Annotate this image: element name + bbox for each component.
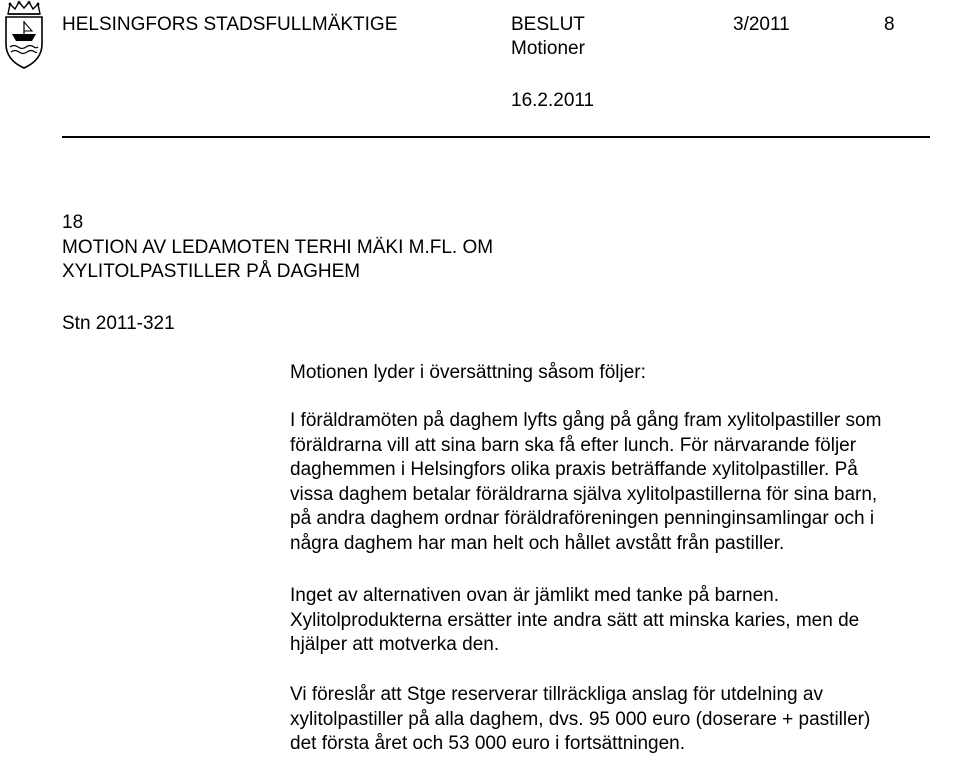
- section-name: Motioner: [511, 38, 585, 59]
- paragraph-line: föräldrarna vill att sina barn ska få efter lunch. För närvarande följer: [290, 434, 857, 456]
- item-reference: Stn 2011-321: [62, 313, 175, 334]
- paragraph-line: Vi föreslår att Stge reserverar tillräckliga anslag för utdelning av: [290, 684, 823, 705]
- paragraph-line: xylitolpastiller på alla daghem, dvs. 95 000 euro (doserare + pastiller): [290, 708, 871, 730]
- organization-name: HELSINGFORS STADSFULLMÄKTIGE: [62, 14, 398, 35]
- paragraph-line: några daghem har man helt och hållet avstått från pastiller.: [290, 532, 785, 554]
- paragraph-3: [290, 683, 870, 757]
- paragraph-line: det första året och 53 000 euro i fortsättningen.: [290, 733, 686, 754]
- item-number: 18: [62, 212, 84, 233]
- document-type: BESLUT: [511, 14, 585, 35]
- document-date: 16.2.2011: [511, 90, 595, 111]
- paragraph-line: hjälper att motverka den.: [290, 634, 500, 655]
- paragraph-2: [290, 584, 859, 658]
- paragraph-line: I föräldramöten på daghem lyfts gång på gång fram xylitolpastiller som: [290, 410, 882, 431]
- item-title-line: MOTION AV LEDAMOTEN TERHI MÄKI M.FL. OM: [62, 237, 494, 258]
- paragraph-line: Xylitolprodukterna ersätter inte andra sätt att minska karies, men de: [290, 609, 860, 631]
- paragraph-line: daghemmen i Helsingfors olika praxis beträffande xylitolpastiller. På: [290, 459, 858, 480]
- paragraph-line: Inget av alternativen ovan är jämlikt med tanke på barnen.: [290, 585, 780, 606]
- paragraph-line: vissa daghem betalar föräldrarna själva xylitolpastillerna för sina barn,: [290, 483, 878, 505]
- item-title: [62, 236, 493, 284]
- header-divider: [62, 136, 930, 138]
- paragraph-1: [290, 409, 881, 556]
- intro-text: Motionen lyder i översättning såsom följer:: [290, 362, 646, 383]
- issue-number: 3/2011: [733, 14, 790, 35]
- page-number: 8: [884, 14, 895, 35]
- paragraph-line: på andra daghem ordnar föräldraföreningen penninginsamlingar och i: [290, 508, 875, 529]
- city-coat-of-arms-logo: [2, 0, 46, 70]
- item-title-line: XYLITOLPASTILLER PÅ DAGHEM: [62, 261, 361, 282]
